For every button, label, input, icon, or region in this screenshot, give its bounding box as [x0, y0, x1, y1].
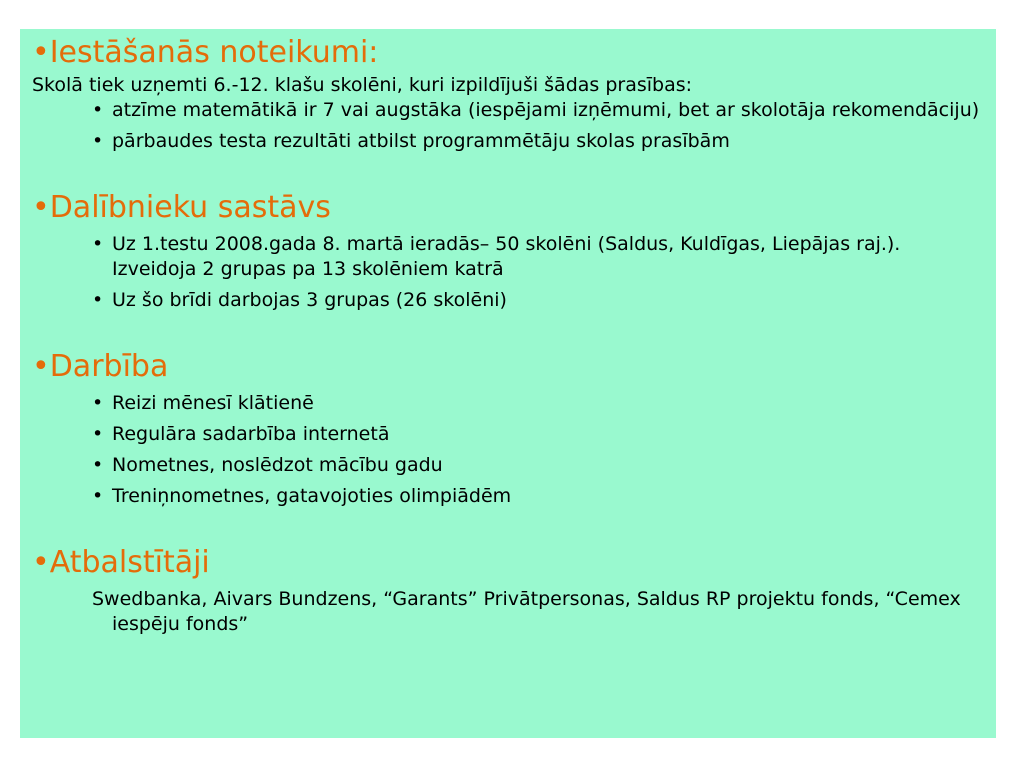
- heading-participants: [32, 188, 982, 228]
- bullet-icon: •: [92, 485, 104, 507]
- bullet-icon: •: [92, 454, 104, 476]
- list-item-text: Nometnes, noslēdzot mācību gadu: [112, 454, 443, 476]
- heading-activities: [32, 347, 982, 387]
- bullet-icon: •: [32, 349, 50, 384]
- activities-list: [32, 391, 982, 509]
- list-item-text: Uz 1.testu 2008.gada 8. martā ieradās– 50 skolēni (Saldus, Kuldīgas, Liepājas raj.). Izveidoja 2 grupas pa 13 skolēniem katrā: [112, 233, 901, 280]
- admission-intro: Skolā tiek uzņemti 6.-12. klašu skolēni, kuri izpildījuši šādas prasības:: [32, 74, 693, 96]
- list-item-text: Reizi mēnesī klātienē: [112, 392, 314, 414]
- list-item: [92, 453, 982, 478]
- bullet-icon: •: [92, 130, 104, 152]
- list-item-text: atzīme matemātikā ir 7 vai augstāka (iespējami izņēmumi, bet ar skolotāja rekomendāciju): [112, 99, 980, 121]
- list-item: [92, 484, 982, 509]
- admission-requirements-list: [32, 98, 982, 154]
- list-item-text: Regulāra sadarbība internetā: [112, 423, 390, 445]
- supporters-text: Swedbanka, Aivars Bundzens, “Garants” Privātpersonas, Saldus RP projektu fonds, “Cemex iespēju fonds”: [92, 588, 961, 635]
- heading-text: Atbalstītāji: [49, 545, 210, 580]
- bullet-icon: •: [92, 289, 104, 311]
- list-item-text: pārbaudes testa rezultāti atbilst programmētāju skolas prasībām: [112, 130, 730, 152]
- list-item: [92, 288, 982, 313]
- list-item-text: Uz šo brīdi darbojas 3 grupas (26 skolēni): [112, 289, 507, 311]
- bullet-icon: •: [32, 545, 50, 580]
- list-item: [92, 232, 982, 282]
- heading-text: Dalībnieku sastāvs: [49, 190, 331, 225]
- heading-supporters: [32, 543, 982, 583]
- participants-list: [32, 232, 982, 313]
- heading-text: Iestāšanās noteikumi:: [49, 35, 379, 70]
- slide-content: [32, 33, 982, 637]
- bullet-icon: •: [92, 392, 104, 414]
- slide: [20, 29, 996, 738]
- bullet-icon: •: [92, 233, 104, 255]
- heading-text: Darbība: [49, 349, 169, 384]
- list-item: [92, 391, 982, 416]
- list-item: [92, 129, 982, 154]
- bullet-icon: •: [32, 190, 50, 225]
- list-item-text: Treniņnometnes, gatavojoties olimpiādēm: [112, 485, 512, 507]
- bullet-icon: •: [92, 99, 104, 121]
- bullet-icon: •: [92, 423, 104, 445]
- bullet-icon: •: [32, 35, 50, 70]
- list-item: [92, 98, 982, 123]
- list-item: [92, 422, 982, 447]
- heading-admission-rules: [32, 33, 982, 73]
